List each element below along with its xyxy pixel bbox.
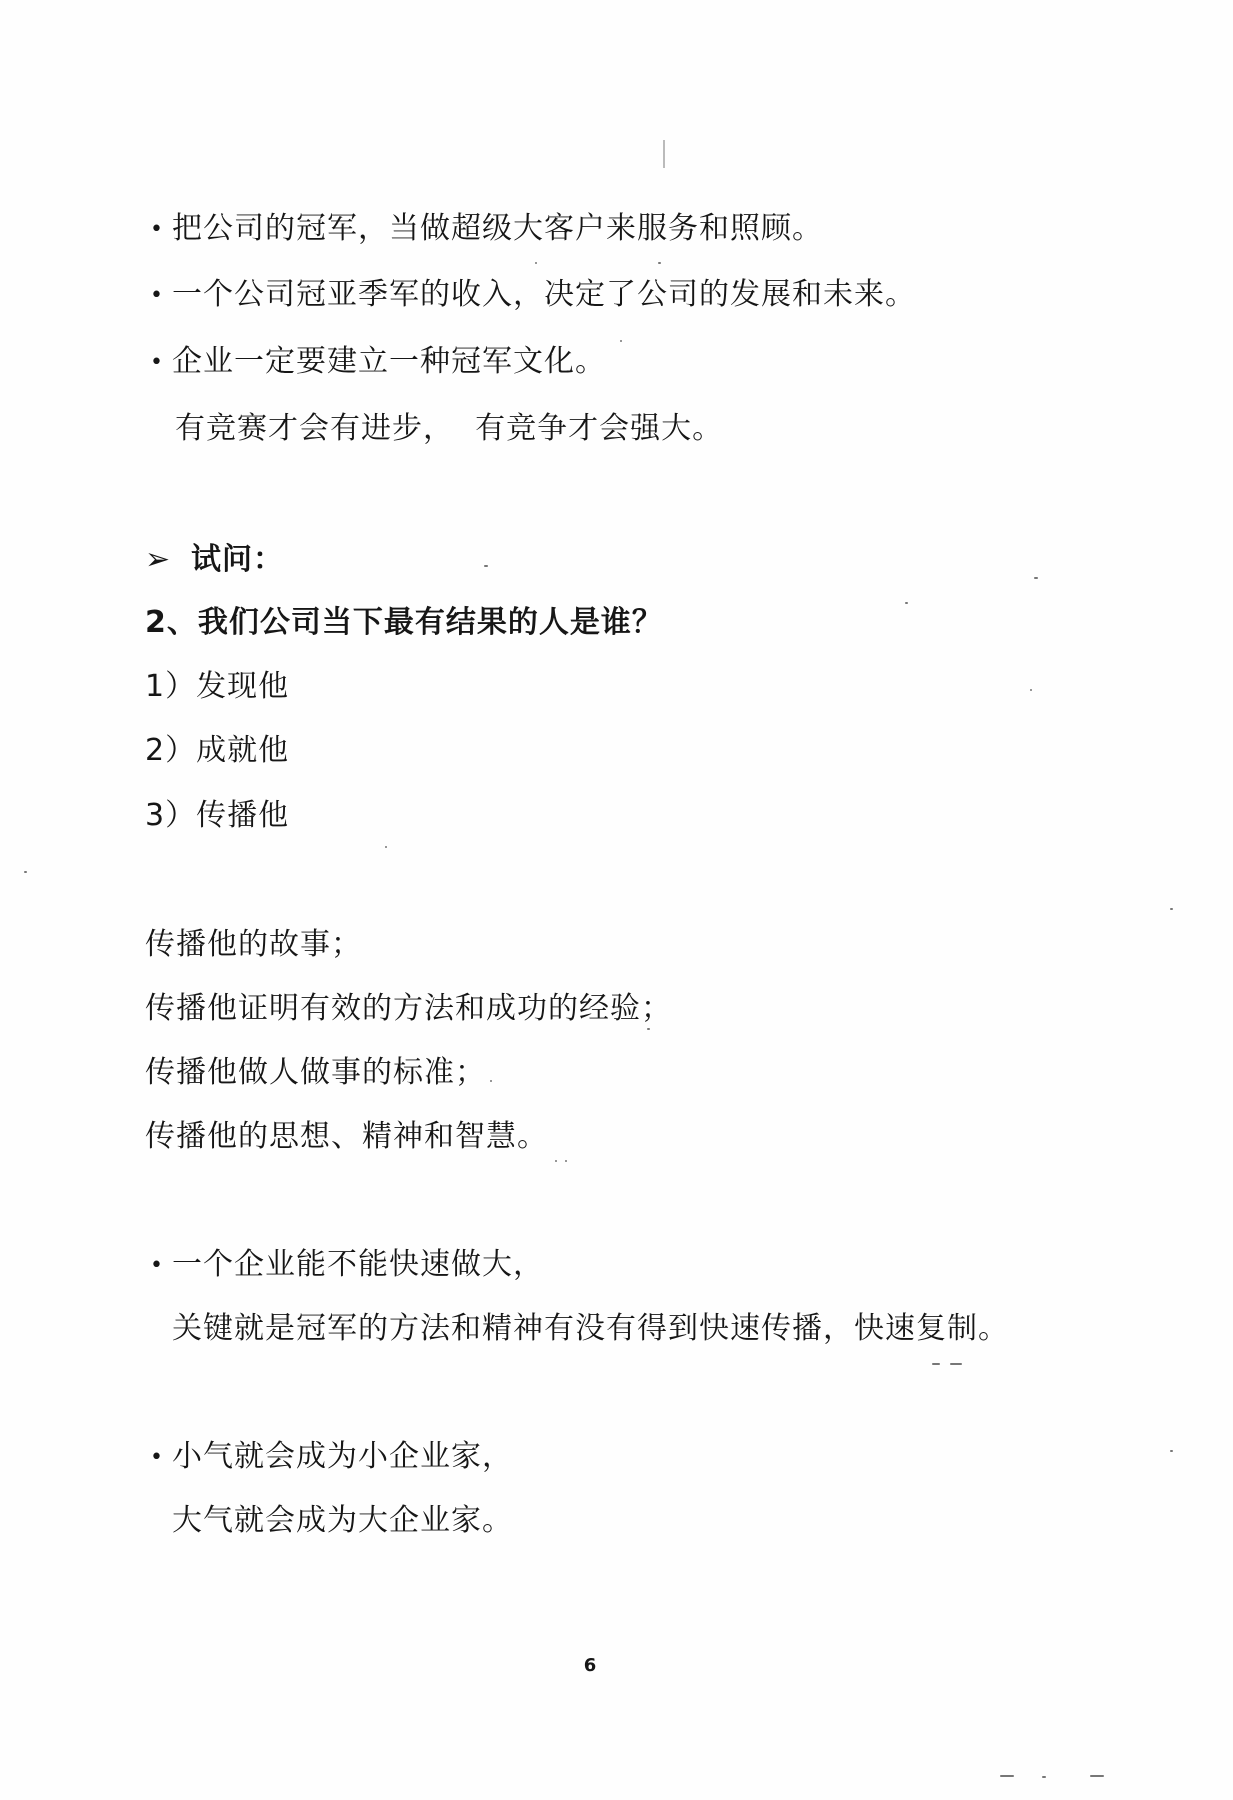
scan-speck xyxy=(1034,577,1038,579)
scan-speck xyxy=(565,1160,567,1162)
scan-speck xyxy=(490,1080,492,1082)
step-item: 3）传播他 xyxy=(145,798,290,833)
spread-item: 传播他证明有效的方法和成功的经验； xyxy=(145,991,672,1026)
bullet-text: 一个公司冠亚季军的收入，决定了公司的发展和未来。 xyxy=(172,277,916,312)
bullet-icon: • xyxy=(150,1444,164,1470)
bullet-item xyxy=(150,209,823,250)
scan-speck xyxy=(647,1028,650,1030)
scan-speck xyxy=(1090,1775,1104,1777)
arrow-icon: ➢ xyxy=(145,542,172,577)
question-heading xyxy=(145,540,284,580)
bullet-text: 把公司的冠军，当做超级大客户来服务和照顾。 xyxy=(172,211,823,246)
bullet-icon: • xyxy=(150,349,164,375)
bullet-item xyxy=(150,1245,544,1286)
scan-speck xyxy=(24,871,27,873)
spread-item: 传播他的故事； xyxy=(145,927,362,962)
scan-speck xyxy=(484,565,488,567)
scan-mark xyxy=(663,140,665,168)
bullet-icon: • xyxy=(150,1252,164,1278)
bullet-text: 小气就会成为小企业家， xyxy=(172,1439,513,1474)
bullet-continuation: 关键就是冠军的方法和精神有没有得到快速传播，快速复制。 xyxy=(172,1311,1009,1346)
scan-speck xyxy=(1170,908,1173,910)
step-item: 2）成就他 xyxy=(145,733,290,768)
spread-item: 传播他的思想、精神和智慧。 xyxy=(145,1119,548,1154)
scan-speck xyxy=(658,262,661,264)
question-title: 2、我们公司当下最有结果的人是谁？ xyxy=(145,605,663,640)
bullet-item xyxy=(150,275,916,316)
bullet-text: 企业一定要建立一种冠军文化。 xyxy=(172,344,606,379)
scan-speck xyxy=(905,602,908,604)
scan-speck xyxy=(1030,689,1032,691)
bullet-item xyxy=(150,1437,513,1478)
culture-note: 有竞赛才会有进步， 有竞争才会强大。 xyxy=(175,411,724,446)
scan-speck xyxy=(620,340,622,342)
scan-speck xyxy=(555,1160,557,1162)
spread-item: 传播他做人做事的标准； xyxy=(145,1055,486,1090)
scan-speck xyxy=(1000,1775,1014,1777)
scan-speck xyxy=(932,1363,940,1365)
scan-speck xyxy=(1170,1450,1173,1452)
bullet-text: 一个企业能不能快速做大， xyxy=(172,1247,544,1282)
scan-speck xyxy=(385,846,387,848)
page-number: 6 xyxy=(583,1655,597,1676)
scan-speck xyxy=(535,262,537,264)
bullet-continuation: 大气就会成为大企业家。 xyxy=(172,1503,513,1538)
scan-speck xyxy=(950,1363,962,1365)
step-item: 1）发现他 xyxy=(145,669,290,704)
scan-speck xyxy=(1042,1776,1046,1778)
bullet-icon: • xyxy=(150,282,164,308)
question-heading-text: 试问： xyxy=(191,542,284,577)
bullet-item xyxy=(150,342,606,383)
bullet-icon: • xyxy=(150,216,164,242)
